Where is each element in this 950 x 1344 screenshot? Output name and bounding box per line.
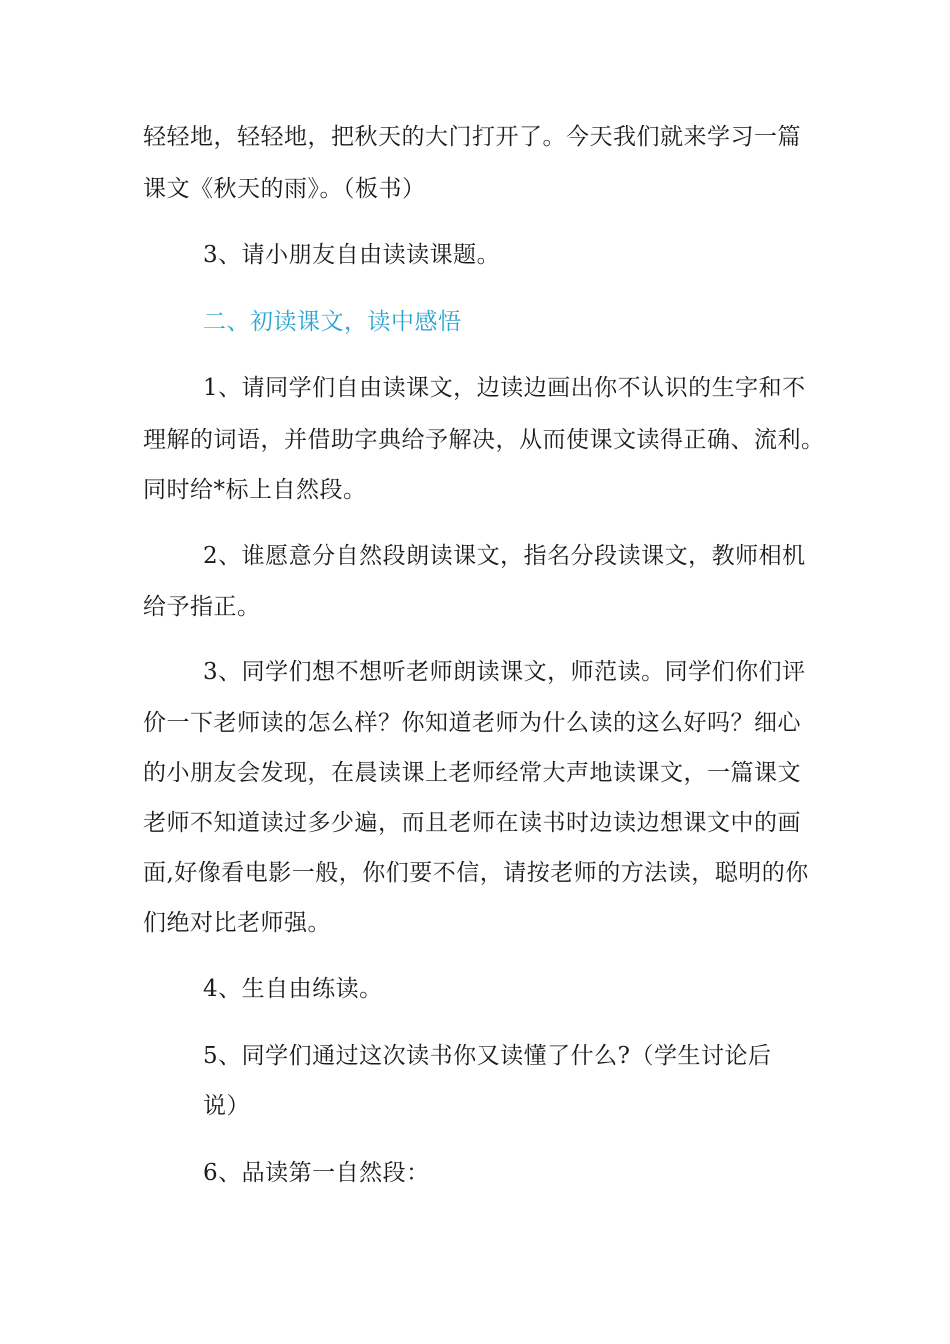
list-item: 4、生自由练读。 bbox=[203, 976, 383, 1002]
paragraph-line: 课文《秋天的雨》。（板书） bbox=[143, 176, 426, 202]
paragraph-line: 老师不知道读过多少遍，而且老师在读书时边读边想课文中的画 bbox=[143, 810, 801, 836]
paragraph-line: 轻轻地，轻轻地，把秋天的大门打开了。今天我们就来学习一篇 bbox=[143, 124, 801, 150]
paragraph-line: 同时给*标上自然段。 bbox=[143, 477, 367, 503]
list-item: 2、谁愿意分自然段朗读课文，指名分段读课文，教师相机 bbox=[203, 543, 806, 569]
list-item: 6、品读第一自然段： bbox=[203, 1160, 430, 1186]
section-heading: 二、初读课文，读中感悟 bbox=[203, 309, 462, 335]
list-item: 3、同学们想不想听老师朗读课文，师范读。同学们你们评 bbox=[203, 659, 806, 685]
paragraph-line: 们绝对比老师强。 bbox=[143, 910, 331, 936]
paragraph-line: 说） bbox=[203, 1093, 250, 1119]
list-item: 5、同学们通过这次读书你又读懂了什么?（学生讨论后 bbox=[203, 1043, 772, 1069]
paragraph-line: 面,好像看电影一般，你们要不信，请按老师的方法读，聪明的你 bbox=[143, 860, 809, 886]
paragraph-line: 理解的词语，并借助字典给予解决，从而使课文读得正确、流利。 bbox=[143, 427, 825, 453]
list-item: 3、请小朋友自由读读课题。 bbox=[203, 242, 501, 268]
list-item: 1、请同学们自由读课文，边读边画出你不认识的生字和不 bbox=[203, 375, 806, 401]
paragraph-line: 的小朋友会发现，在晨读课上老师经常大声地读课文，一篇课文 bbox=[143, 760, 801, 786]
paragraph-line: 给予指正。 bbox=[143, 594, 261, 620]
paragraph-line: 价一下老师读的怎么样？你知道老师为什么读的这么好吗？细心 bbox=[143, 710, 801, 736]
